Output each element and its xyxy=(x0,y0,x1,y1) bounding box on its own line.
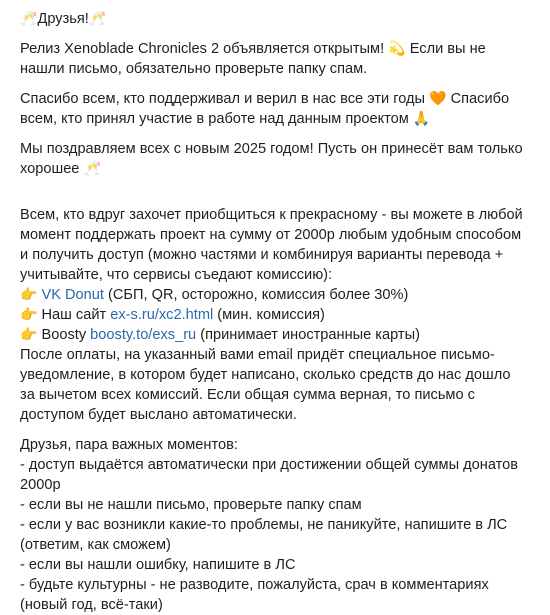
list-item: - если вы не нашли письмо, проверьте папку спам xyxy=(20,497,362,513)
pray-icon: 🙏 xyxy=(412,111,431,127)
notes-heading: Друзья, пара важных моментов: xyxy=(20,437,238,453)
release-text: Релиз Xenoblade Chronicles 2 объявляется открытым! xyxy=(20,41,385,57)
support-option-boosty xyxy=(20,325,528,345)
champagne-icon: 🥂 xyxy=(20,11,38,27)
point-right-icon: 👉 xyxy=(20,327,38,343)
champagne-icon: 🥂 xyxy=(83,161,101,177)
option-prefix: Наш сайт xyxy=(41,307,111,323)
list-item: - будьте культурны - не разводите, пожалуйста, срач в комментариях (новый год, всё-таки) xyxy=(20,577,489,613)
option-suffix: (СБП, QR, осторожно, комиссия более 30%) xyxy=(103,287,409,303)
support-option-vk xyxy=(20,285,528,305)
thanks-text: Спасибо всем, кто поддерживал и верил в нас все эти годы xyxy=(20,91,426,107)
boosty-link[interactable]: boosty.to/exs_ru xyxy=(90,327,197,343)
point-right-icon: 👉 xyxy=(20,307,38,323)
thanks-paragraph xyxy=(20,89,528,129)
notes-paragraph xyxy=(20,435,528,615)
list-item: - если у вас возникли какие-то проблемы, не паникуйте, напишите в ЛС (ответим, как сможем) xyxy=(20,517,508,553)
support-after-payment: После оплаты, на указанный вами email придёт специальное письмо-уведомление, в котором будет написано, сколько средств до нас дошло за вычетом всех комиссий. Если общая сумма верная, то письмо с доступом будет выслано автоматически. xyxy=(20,347,511,423)
support-option-site xyxy=(20,305,528,325)
post-title xyxy=(20,9,528,29)
post-title-text: Друзья! xyxy=(37,11,89,27)
option-suffix: (принимает иностранные карты) xyxy=(196,327,420,343)
list-item: - если вы нашли ошибку, напишите в ЛС xyxy=(20,557,296,573)
sparkles-icon: 💫 xyxy=(388,41,406,57)
release-paragraph xyxy=(20,39,528,79)
spam-hint-text: Если вы не нашли письмо, обязательно проверьте папку спам. xyxy=(20,41,486,77)
champagne-icon: 🥂 xyxy=(88,11,107,27)
orange-heart-icon: 🧡 xyxy=(429,91,447,107)
support-intro: Всем, кто вдруг захочет приобщиться к прекрасному - вы можете в любой момент поддержать проект на сумму от 2000р любым удобным способом и получить доступ (можно частями и комбинируя варианты перевода + учитывайте, что сервисы съедают комиссию): xyxy=(20,207,523,283)
spacer xyxy=(20,189,528,205)
newyear-paragraph xyxy=(20,139,528,179)
option-prefix: Boosty xyxy=(41,327,91,343)
site-link[interactable]: ex-s.ru/xc2.html xyxy=(110,307,214,323)
newyear-text: Мы поздравляем всех с новым 2025 годом! Пусть он принесёт вам только хорошее xyxy=(20,141,523,177)
list-item: - доступ выдаётся автоматически при достижении общей суммы донатов 2000р xyxy=(20,457,519,493)
option-suffix: (мин. комиссия) xyxy=(213,307,325,323)
support-paragraph xyxy=(20,205,528,425)
vk-donut-link[interactable]: VK Donut xyxy=(41,287,104,303)
point-right-icon: 👉 xyxy=(20,287,38,303)
thanks-text-2: Спасибо всем, кто принял участие в работе над данным проектом xyxy=(20,91,510,127)
